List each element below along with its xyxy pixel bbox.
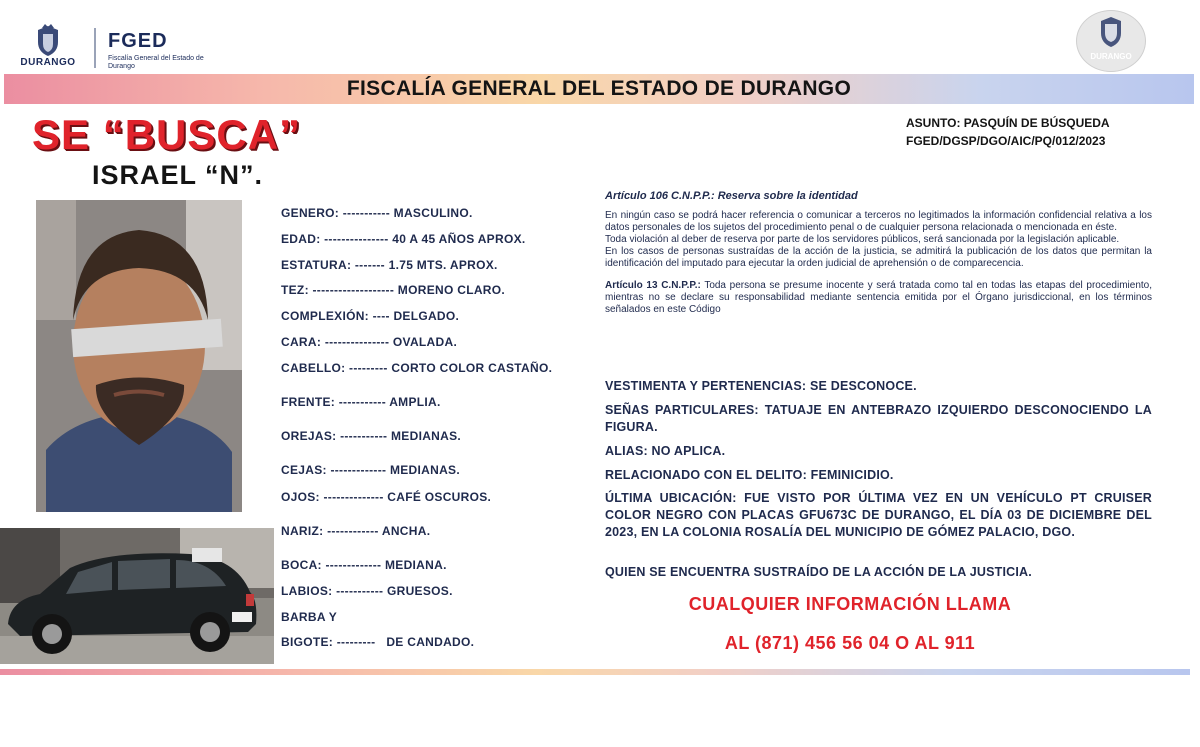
field-value: AMPLIA. <box>389 395 441 409</box>
coat-of-arms-icon <box>12 24 84 58</box>
field-cejas <box>281 463 460 477</box>
title-banner <box>4 74 1194 104</box>
field-estatura <box>281 258 498 272</box>
field-genero <box>281 206 473 220</box>
art13-text: Toda persona se presume inocente y será tratada como tal en todas las etapas del procedimiento, mientras no se declare su responsabilidad mediante sentencia emitida por el Órgano jurisdiccional, en los términos señalados en este Código <box>605 280 1152 315</box>
field-label: BIGOTE: <box>281 635 334 649</box>
field-ojos <box>281 490 491 504</box>
field-value: 40 A 45 AÑOS APROX. <box>392 232 526 246</box>
field-separator: ----------- <box>338 395 387 409</box>
person-name: ISRAEL “N”. <box>92 160 264 190</box>
field-label: FRENTE: <box>281 395 336 409</box>
field-edad <box>281 232 526 246</box>
art106-paragraph-1: En ningún caso se podrá hacer referencia o comunicar a terceros no legitimados la información confidencial relativa a los datos personales de los sujetos del procedimiento penal o de cualquier persona relacionada o mencionada en éste. <box>605 210 1152 233</box>
field-cara <box>281 335 457 349</box>
field-value: OVALADA. <box>392 335 458 349</box>
field-labios <box>281 584 453 598</box>
field-separator: ----------- <box>340 429 388 443</box>
field-separator: ------------ <box>327 524 379 538</box>
field-label: CARA: <box>281 335 322 349</box>
field-bigote <box>281 635 474 649</box>
sustraido-line: QUIEN SE ENCUENTRA SUSTRAÍDO DE LA ACCIÓN DE LA JUSTICIA. <box>605 565 1032 579</box>
field-complexion <box>281 309 459 323</box>
field-label: CABELLO: <box>281 361 346 375</box>
field-value: 1.75 MTS. APROX. <box>388 258 498 272</box>
field-label: BOCA: <box>281 558 322 572</box>
field-value: DELGADO. <box>393 309 460 323</box>
field-boca <box>281 558 447 572</box>
art106-title: Artículo 106 C.N.P.P.: Reserva sobre la identidad <box>605 190 858 202</box>
vehicle-photo <box>0 528 274 664</box>
field-label: GENERO: <box>281 206 340 220</box>
field-separator: ------------------- <box>312 283 395 297</box>
field-label: EDAD: <box>281 232 321 246</box>
field-barba <box>281 610 337 624</box>
field-separator: --------------- <box>324 335 390 349</box>
field-label: OJOS: <box>281 490 320 504</box>
field-cabello <box>281 361 552 375</box>
field-value: MEDIANAS. <box>389 463 460 477</box>
subject-line: ASUNTO: PASQUÍN DE BÚSQUEDA <box>906 116 1110 130</box>
field-value: MEDIANAS. <box>391 429 462 443</box>
field-separator: ------------- <box>325 558 382 572</box>
field-label: COMPLEXIÓN: <box>281 309 369 323</box>
agency-full-name: Fiscalía General del Estado de Durango <box>108 55 204 70</box>
field-label: TEZ: <box>281 283 309 297</box>
agency-acronym: FGED <box>108 30 168 52</box>
wanted-headline: SE “BUSCA” <box>32 111 302 158</box>
field-value: MASCULINO. <box>393 206 473 220</box>
art13-label: Artículo 13 C.N.P.P.: <box>605 280 701 291</box>
banner-title: FISCALÍA GENERAL DEL ESTADO DE DURANGO <box>346 77 852 100</box>
field-separator: ------------- <box>330 463 387 477</box>
field-label: BARBA Y <box>281 610 338 624</box>
state-logo-label: DURANGO <box>20 57 76 68</box>
durango-seal <box>1076 10 1146 72</box>
field-separator: --------- <box>336 635 376 649</box>
field-frente <box>281 395 441 409</box>
art106-paragraph-3: En los casos de personas sustraídas de la acción de la justicia, se admitirá la publicación de los datos que permitan la identificación del imputado para ejecutar la orden judicial de aprehensión o de comparecencia. <box>605 246 1152 269</box>
seal-label: DURANGO <box>1090 52 1132 61</box>
field-value: MORENO CLARO. <box>397 283 506 297</box>
field-tez <box>281 283 505 297</box>
field-label: CEJAS: <box>281 463 327 477</box>
field-value: DE CANDADO. <box>386 635 475 649</box>
field-label: ESTATURA: <box>281 258 352 272</box>
field-value: CAFÉ OSCUROS. <box>387 490 492 504</box>
bottom-gradient-bar <box>0 669 1190 675</box>
alias-line: ALIAS: NO APLICA. <box>605 444 726 458</box>
ultima-ubicacion-line: ÚLTIMA UBICACIÓN: FUE VISTO POR ÚLTIMA VEZ EN UN VEHÍCULO PT CRUISER COLOR NEGRO CON PLACAS GFU673C DE DURANGO, EL DÍA 03 DE DICIEMBRE DEL 2023, EN LA COLONIA ROSALÍA DEL MUNICIPIO DE GÓMEZ PALACIO, DGO. <box>605 491 1152 539</box>
legal-notice <box>605 190 1152 316</box>
contact-line-1: CUALQUIER INFORMACIÓN LLAMA <box>688 594 1012 614</box>
vestimenta-line: VESTIMENTA Y PERTENENCIAS: SE DESCONOCE. <box>605 379 917 393</box>
field-value: CORTO COLOR CASTAÑO. <box>391 361 553 375</box>
field-nariz <box>281 524 430 538</box>
shield-icon <box>1077 11 1145 55</box>
field-separator: -------------- <box>323 490 384 504</box>
logo-divider <box>94 28 96 68</box>
delito-line: RELACIONADO CON EL DELITO: FEMINICIDIO. <box>605 468 894 482</box>
field-separator: ------- <box>354 258 385 272</box>
field-separator: --------- <box>349 361 388 375</box>
senas-line: SEÑAS PARTICULARES: TATUAJE EN ANTEBRAZO IZQUIERDO DESCONOCIENDO LA FIGURA. <box>605 403 1152 434</box>
field-separator: --------------- <box>324 232 389 246</box>
field-label: NARIZ: <box>281 524 324 538</box>
field-separator: ----------- <box>342 206 391 220</box>
contact-phone: AL (871) 456 56 04 O AL 911 <box>724 633 976 653</box>
field-label: OREJAS: <box>281 429 337 443</box>
field-separator: ---- <box>372 309 390 323</box>
field-separator: ----------- <box>336 584 384 598</box>
art106-paragraph-2: Toda violación al deber de reserva por parte de los servidores públicos, será sancionada por la legislación aplicable. <box>605 234 1120 245</box>
field-value: MEDIANA. <box>384 558 447 572</box>
suspect-photo <box>36 200 242 512</box>
field-orejas <box>281 429 461 443</box>
case-number: FGED/DGSP/DGO/AIC/PQ/012/2023 <box>906 134 1106 148</box>
art13-paragraph <box>605 280 1152 316</box>
field-label: LABIOS: <box>281 584 333 598</box>
field-value: ANCHA. <box>381 524 431 538</box>
durango-state-logo <box>12 24 84 68</box>
field-value: GRUESOS. <box>386 584 453 598</box>
